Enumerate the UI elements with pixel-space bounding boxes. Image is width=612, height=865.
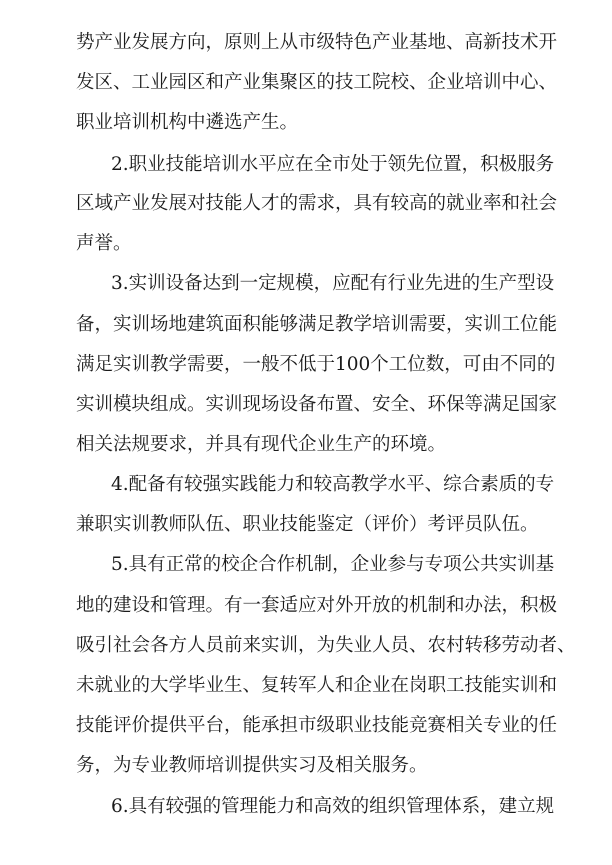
text-line: 势产业发展方向，原则上从市级特色产业基地、高新技术开 <box>76 32 558 53</box>
text-line: 实训模块组成。实训现场设备布置、安全、环保等满足国家 <box>76 394 558 415</box>
text-line: 吸引社会各方人员前来实训，为失业人员、农村转移劳动者、 <box>76 635 576 656</box>
text-line: 相关法规要求，并具有现代企业生产的环境。 <box>76 434 447 455</box>
text-line: 4.配备有较强实践能力和较高教学水平、综合素质的专 <box>111 474 555 495</box>
text-line: 2.职业技能培训水平应在全市处于领先位置，积极服务 <box>111 154 555 175</box>
text-line: 发区、工业园区和产业集聚区的技工院校、企业培训中心、 <box>76 72 558 93</box>
text-line: 5.具有正常的校企合作机制，企业参与专项公共实训基 <box>111 554 555 575</box>
text-line: 6.具有较强的管理能力和高效的组织管理体系，建立规 <box>111 796 555 817</box>
text-line: 职业培训机构中遴选产生。 <box>76 112 299 133</box>
text-line: 满足实训教学需要，一般不低于100个工位数，可由不同的 <box>76 354 556 375</box>
text-line: 未就业的大学毕业生、复转军人和企业在岗职工技能实训和 <box>76 675 558 696</box>
text-line: 备，实训场地建筑面积能够满足教学培训需要，实训工位能 <box>76 314 558 335</box>
text-line: 务，为专业教师培训提供实习及相关服务。 <box>76 755 428 776</box>
text-line: 声誉。 <box>76 233 132 254</box>
text-line: 兼职实训教师队伍、职业技能鉴定（评价）考评员队伍。 <box>76 514 539 535</box>
text-line: 3.实训设备达到一定规模，应配有行业先进的生产型设 <box>111 273 555 294</box>
text-line: 技能评价提供平台，能承担市级职业技能竞赛相关专业的任 <box>76 715 558 736</box>
text-line: 地的建设和管理。有一套适应对外开放的机制和办法，积极 <box>76 595 558 616</box>
text-line: 区域产业发展对技能人才的需求，具有较高的就业率和社会 <box>76 193 558 214</box>
